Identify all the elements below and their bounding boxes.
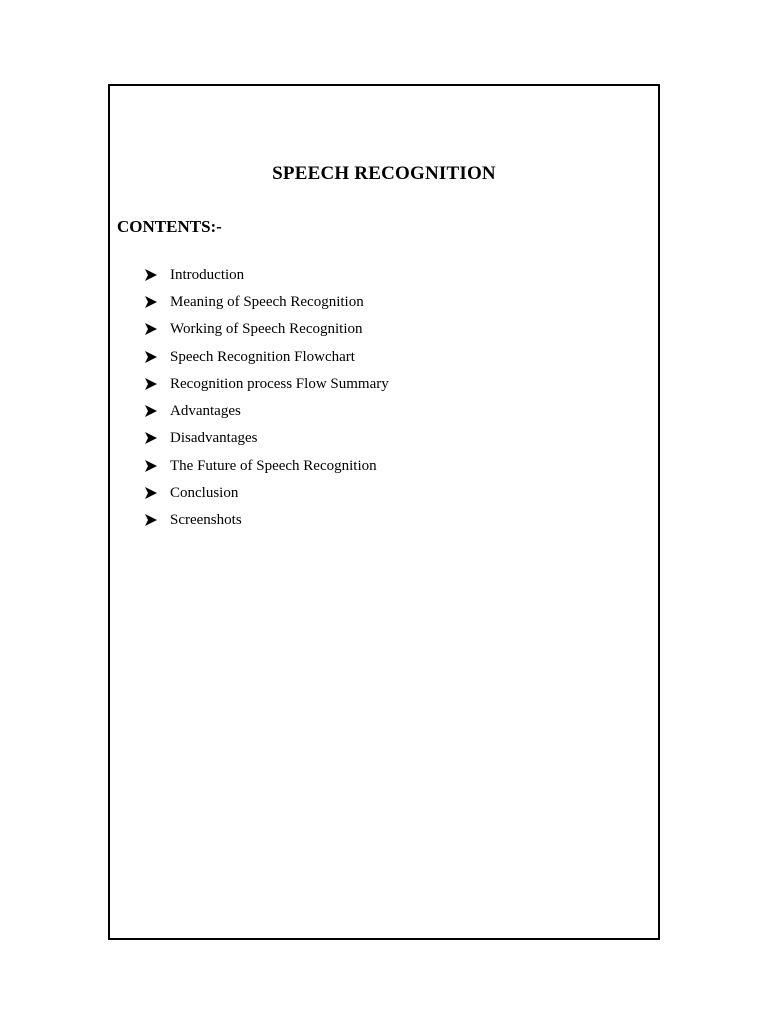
list-item [144, 288, 389, 315]
list-item-label: Recognition process Flow Summary [170, 375, 389, 392]
list-item-label: The Future of Speech Recognition [170, 457, 377, 474]
arrowhead-bullet-icon [144, 486, 158, 500]
list-item [144, 261, 389, 288]
arrowhead-bullet-icon [144, 268, 158, 282]
list-item [144, 343, 389, 370]
arrowhead-bullet-icon [144, 377, 158, 391]
list-item-label: Advantages [170, 403, 241, 420]
list-item-label: Speech Recognition Flowchart [170, 348, 355, 365]
list-item [144, 452, 389, 479]
list-item-label: Introduction [170, 266, 245, 283]
arrowhead-bullet-icon [144, 404, 158, 418]
arrowhead-bullet-icon [144, 459, 158, 473]
list-item [144, 316, 389, 343]
list-item [144, 397, 389, 424]
arrowhead-bullet-icon [144, 295, 158, 309]
list-item [144, 479, 389, 506]
contents-list [144, 261, 389, 534]
arrowhead-bullet-icon [144, 350, 158, 364]
arrowhead-bullet-icon [144, 431, 158, 445]
list-item-label: Disadvantages [170, 430, 258, 447]
list-item-label: Working of Speech Recognition [170, 321, 363, 338]
list-item-label: Conclusion [170, 485, 239, 502]
arrowhead-bullet-icon [144, 513, 158, 527]
list-item [144, 507, 389, 534]
arrowhead-bullet-icon [144, 322, 158, 336]
list-item-label: Screenshots [170, 512, 242, 529]
list-item [144, 425, 389, 452]
contents-heading: CONTENTS:- [117, 217, 222, 236]
list-item [144, 370, 389, 397]
document-title: SPEECH RECOGNITION [272, 163, 496, 184]
list-item-label: Meaning of Speech Recognition [170, 293, 364, 310]
